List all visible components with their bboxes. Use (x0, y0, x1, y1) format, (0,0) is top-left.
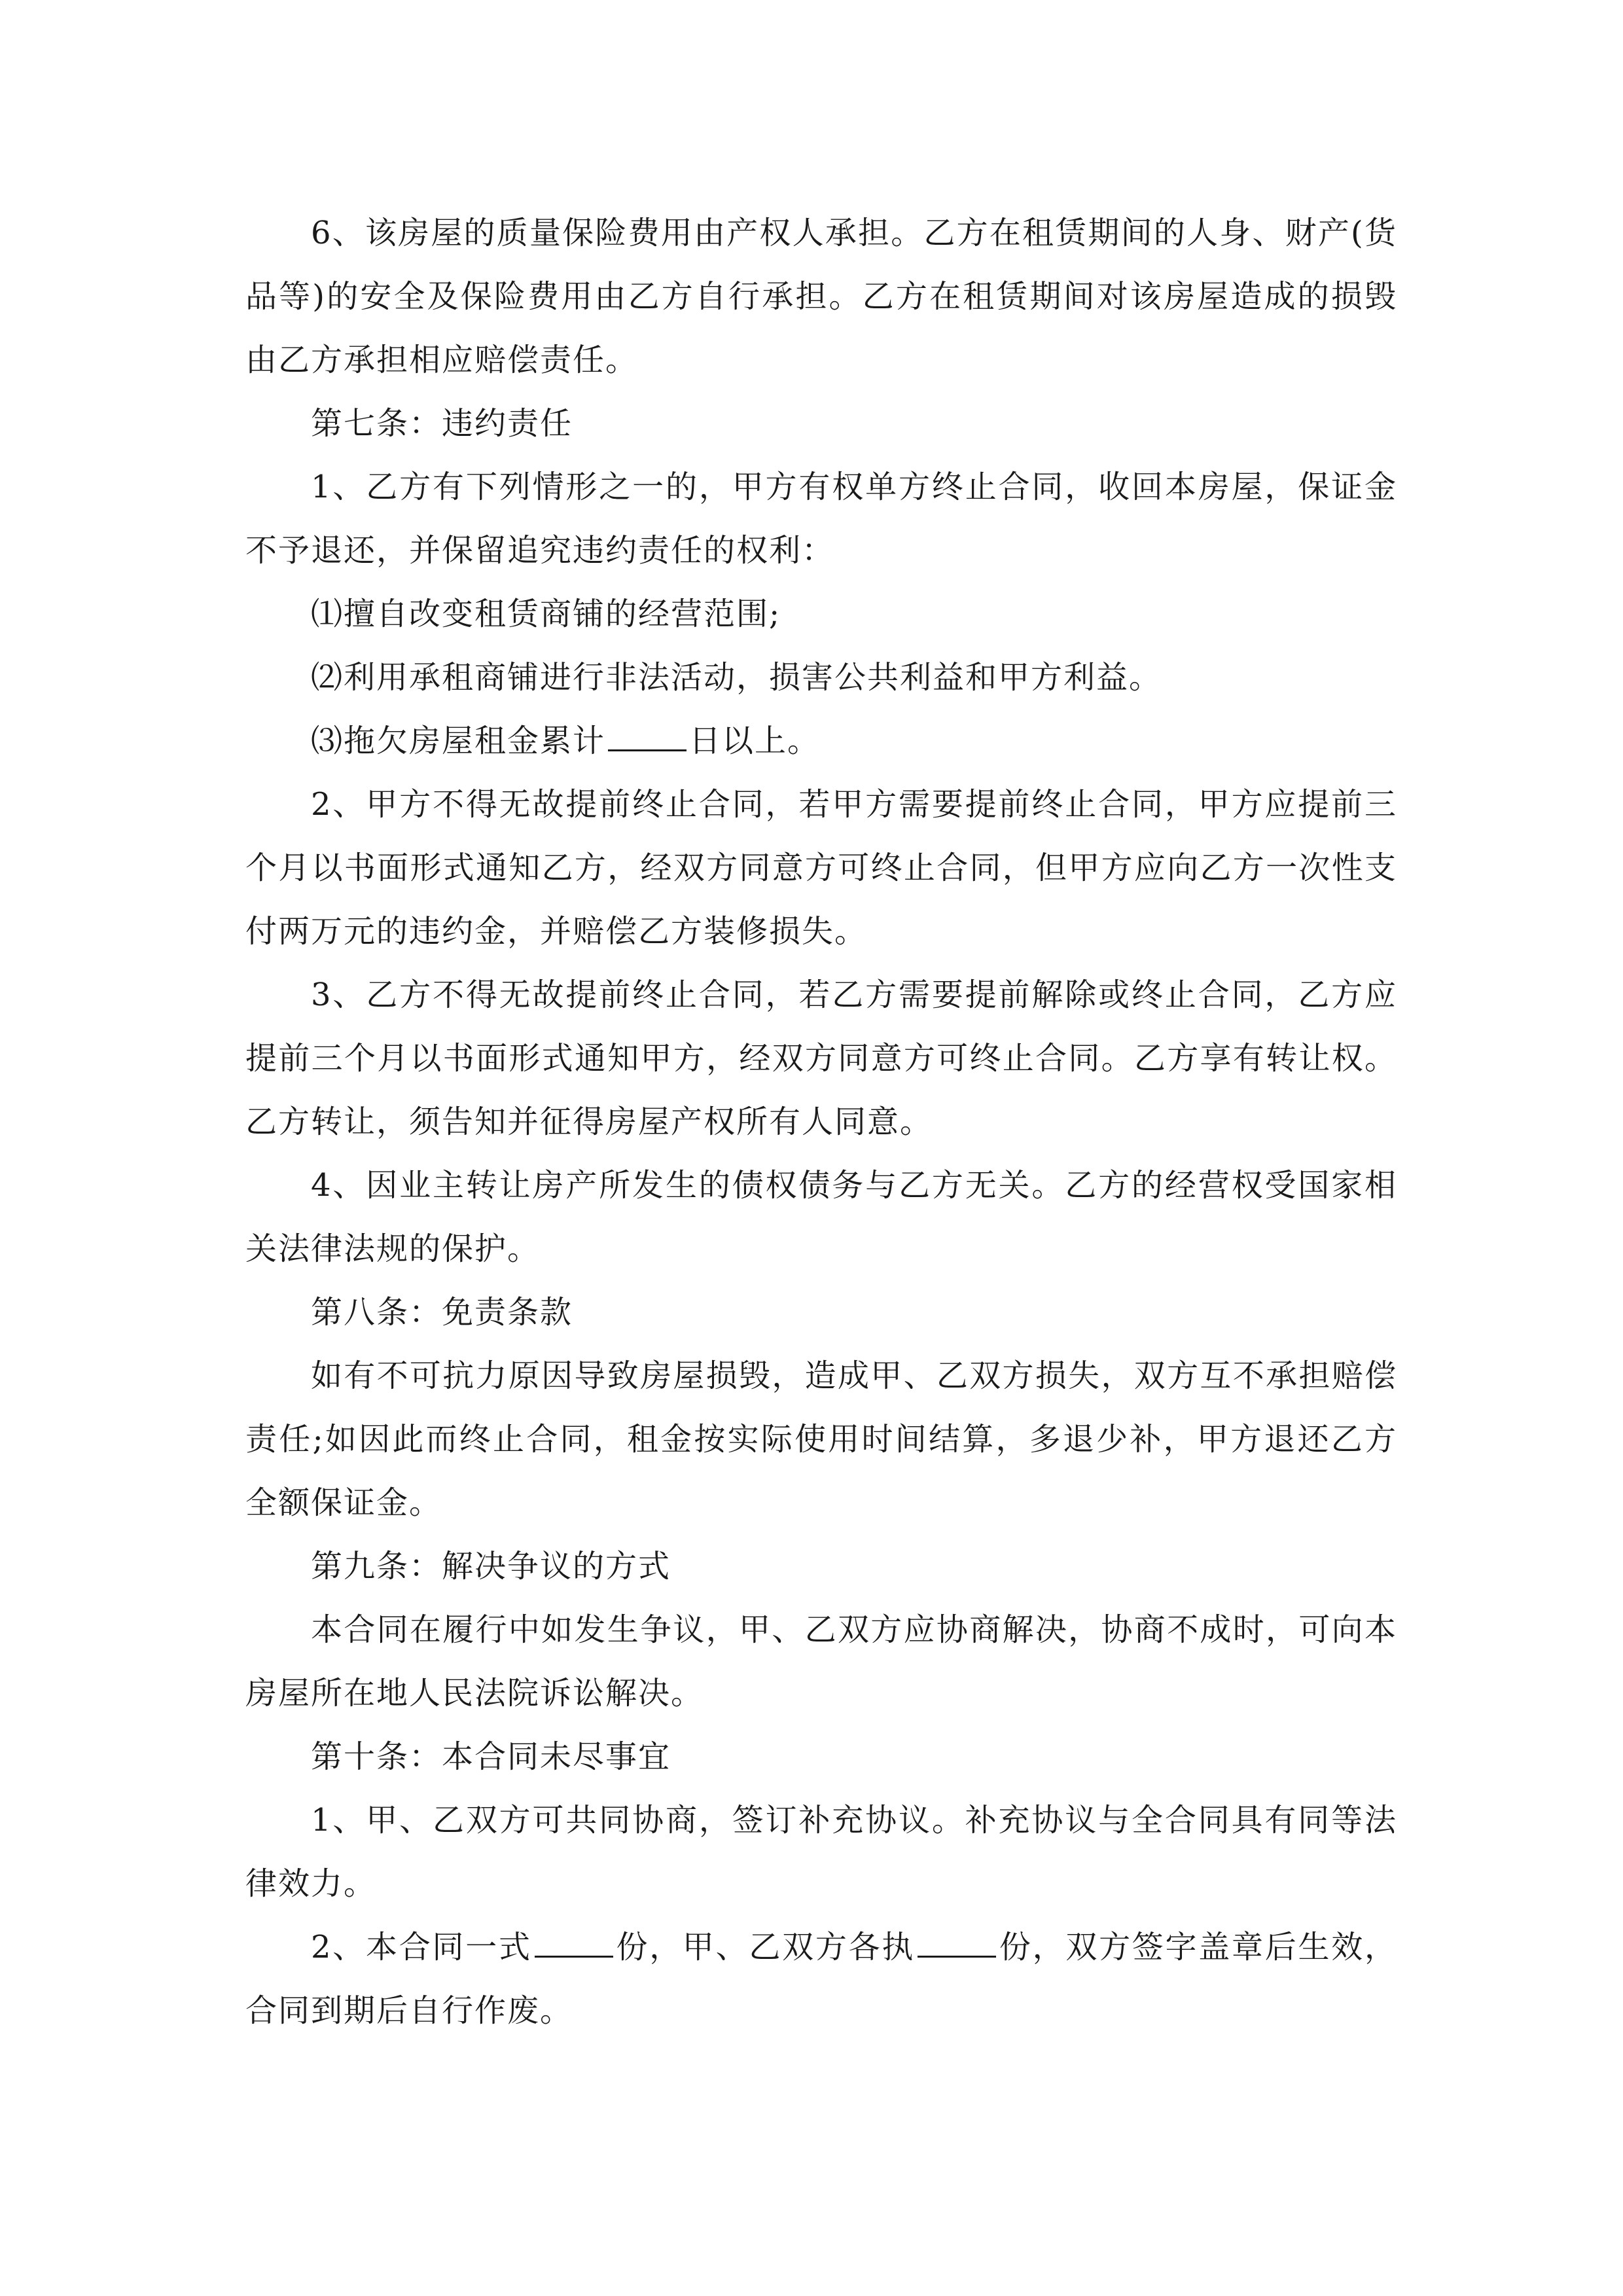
article-7-subitem-2: ⑵利用承租商铺进行非法活动，损害公共利益和甲方利益。 (311, 659, 1162, 696)
article-10-heading: 第十条：本合同未尽事宜 (311, 1738, 671, 1775)
article-9-heading: 第九条：解决争议的方式 (311, 1548, 671, 1585)
article-7-item-2: 2、甲方不得无故提前终止合同，若甲方需要提前终止合同，甲方应提前三个月以书面形式通知乙方，经双方同意方可终止合同，但甲方应向乙方一次性支付两万元的违约金，并赔偿乙方装修损失。 (245, 786, 1397, 950)
subitem-3-before: ⑶拖欠房屋租金累计 (311, 723, 606, 759)
subitem-3-after: 日以上。 (689, 723, 821, 759)
article-7-item-4: 4、因业主转让房产所发生的债权债务与乙方无关。乙方的经营权受国家相关法律法规的保护。 (245, 1167, 1397, 1267)
item-2-part-3: 份，双方签字盖章后生效，合同到期后自行作废。 (245, 1929, 1397, 2029)
article-8-heading: 第八条：免责条款 (311, 1294, 573, 1331)
article-7-heading: 第七条：违约责任 (311, 405, 573, 442)
fill-in-blank-days (608, 718, 687, 751)
item-2-part-2: 份，甲、乙双方各执 (615, 1929, 916, 1965)
article-7-subitem-1: ⑴擅自改变租赁商铺的经营范围; (311, 596, 781, 632)
article-8-body: 如有不可抗力原因导致房屋损毁，造成甲、乙双方损失，双方互不承担赔偿责任;如因此而终止合同，租金按实际使用时间结算，多退少补，甲方退还乙方全额保证金。 (245, 1357, 1397, 1521)
article-10-item-2 (245, 1916, 1397, 2043)
fill-in-blank-each-copies (918, 1924, 996, 1958)
article-7-item-3: 3、乙方不得无故提前终止合同，若乙方需要提前解除或终止合同，乙方应提前三个月以书面形式通知甲方，经双方同意方可终止合同。乙方享有转让权。乙方转让，须告知并征得房屋产权所有人同意。 (245, 977, 1397, 1140)
article-10-item-1: 1、甲、乙双方可共同协商，签订补充协议。补充协议与全合同具有同等法律效力。 (245, 1802, 1397, 1902)
document-body (245, 202, 1397, 2043)
clause-6-quality-insurance: 6、该房屋的质量保险费用由产权人承担。乙方在租赁期间的人身、财产(货品等)的安全及保险费用由乙方自行承担。乙方在租赁期间对该房屋造成的损毁由乙方承担相应赔偿责任。 (245, 215, 1397, 378)
article-7-subitem-3 (245, 709, 1397, 773)
item-2-part-1: 2、本合同一式 (311, 1929, 532, 1965)
fill-in-blank-copies (535, 1924, 613, 1958)
article-9-body: 本合同在履行中如发生争议，甲、乙双方应协商解决，协商不成时，可向本房屋所在地人民法院诉讼解决。 (245, 1611, 1397, 1712)
article-7-item-1: 1、乙方有下列情形之一的，甲方有权单方终止合同，收回本房屋，保证金不予退还，并保留追究违约责任的权利： (245, 469, 1397, 569)
